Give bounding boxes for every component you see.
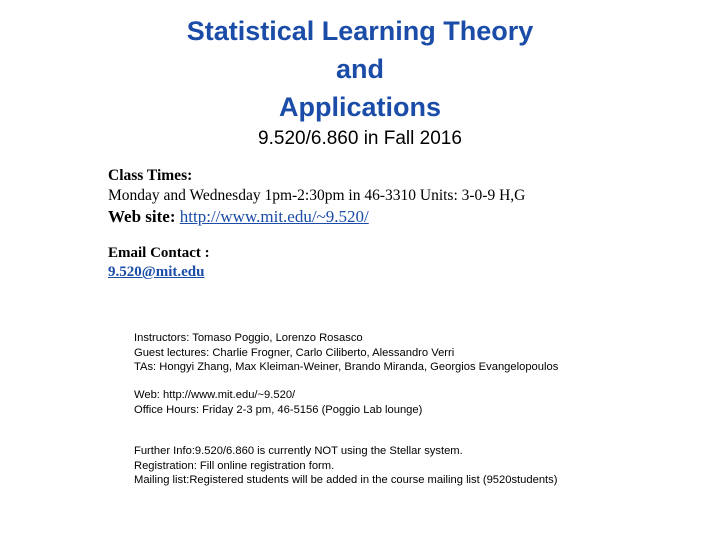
email-label: Email Contact : — [108, 245, 210, 261]
course-title-line-2: and — [335, 54, 384, 84]
website-link[interactable]: http://www.mit.edu/~9.520/ — [179, 207, 369, 226]
course-title-line-1: Statistical Learning Theory — [186, 16, 534, 46]
course-number-term: 9.520/6.860 in Fall 2016 — [258, 128, 462, 149]
class-times-text: Monday and Wednesday 1pm-2:30pm in 46-3310 Units: 3-0-9 H,G — [108, 187, 526, 204]
further-info-group — [134, 444, 557, 488]
course-title-line-3: Applications — [278, 92, 441, 122]
email-section — [108, 244, 210, 282]
class-times-section — [108, 166, 525, 206]
registration-line: Registration: Fill online registration form. — [134, 459, 335, 472]
guest-lectures-line: Guest lectures: Charlie Frogner, Carlo Ciliberto, Alessandro Verri — [134, 346, 455, 359]
web-line: Web: http://www.mit.edu/~9.520/ — [134, 389, 296, 401]
office-hours-line: Office Hours: Friday 2-3 pm, 46-5156 (Poggio Lab lounge) — [134, 403, 423, 416]
mailing-list-line: Mailing list:Registered students will be added in the course mailing list (9520students) — [134, 474, 558, 487]
further-info-line: Further Info:9.520/6.860 is currently NOT using the Stellar system. — [134, 445, 463, 457]
email-link[interactable]: 9.520@mit.edu — [108, 264, 205, 280]
website-section — [108, 206, 369, 228]
website-label: Web site: — [108, 207, 176, 226]
title-block — [0, 12, 720, 152]
staff-info-group — [134, 331, 558, 375]
class-times-label: Class Times: — [108, 167, 193, 184]
instructors-line: Instructors: Tomaso Poggio, Lorenzo Rosasco — [134, 332, 363, 344]
web-hours-group — [134, 388, 422, 417]
tas-line: TAs: Hongyi Zhang, Max Kleiman-Weiner, Brando Miranda, Georgios Evangelopoulos — [134, 361, 559, 374]
